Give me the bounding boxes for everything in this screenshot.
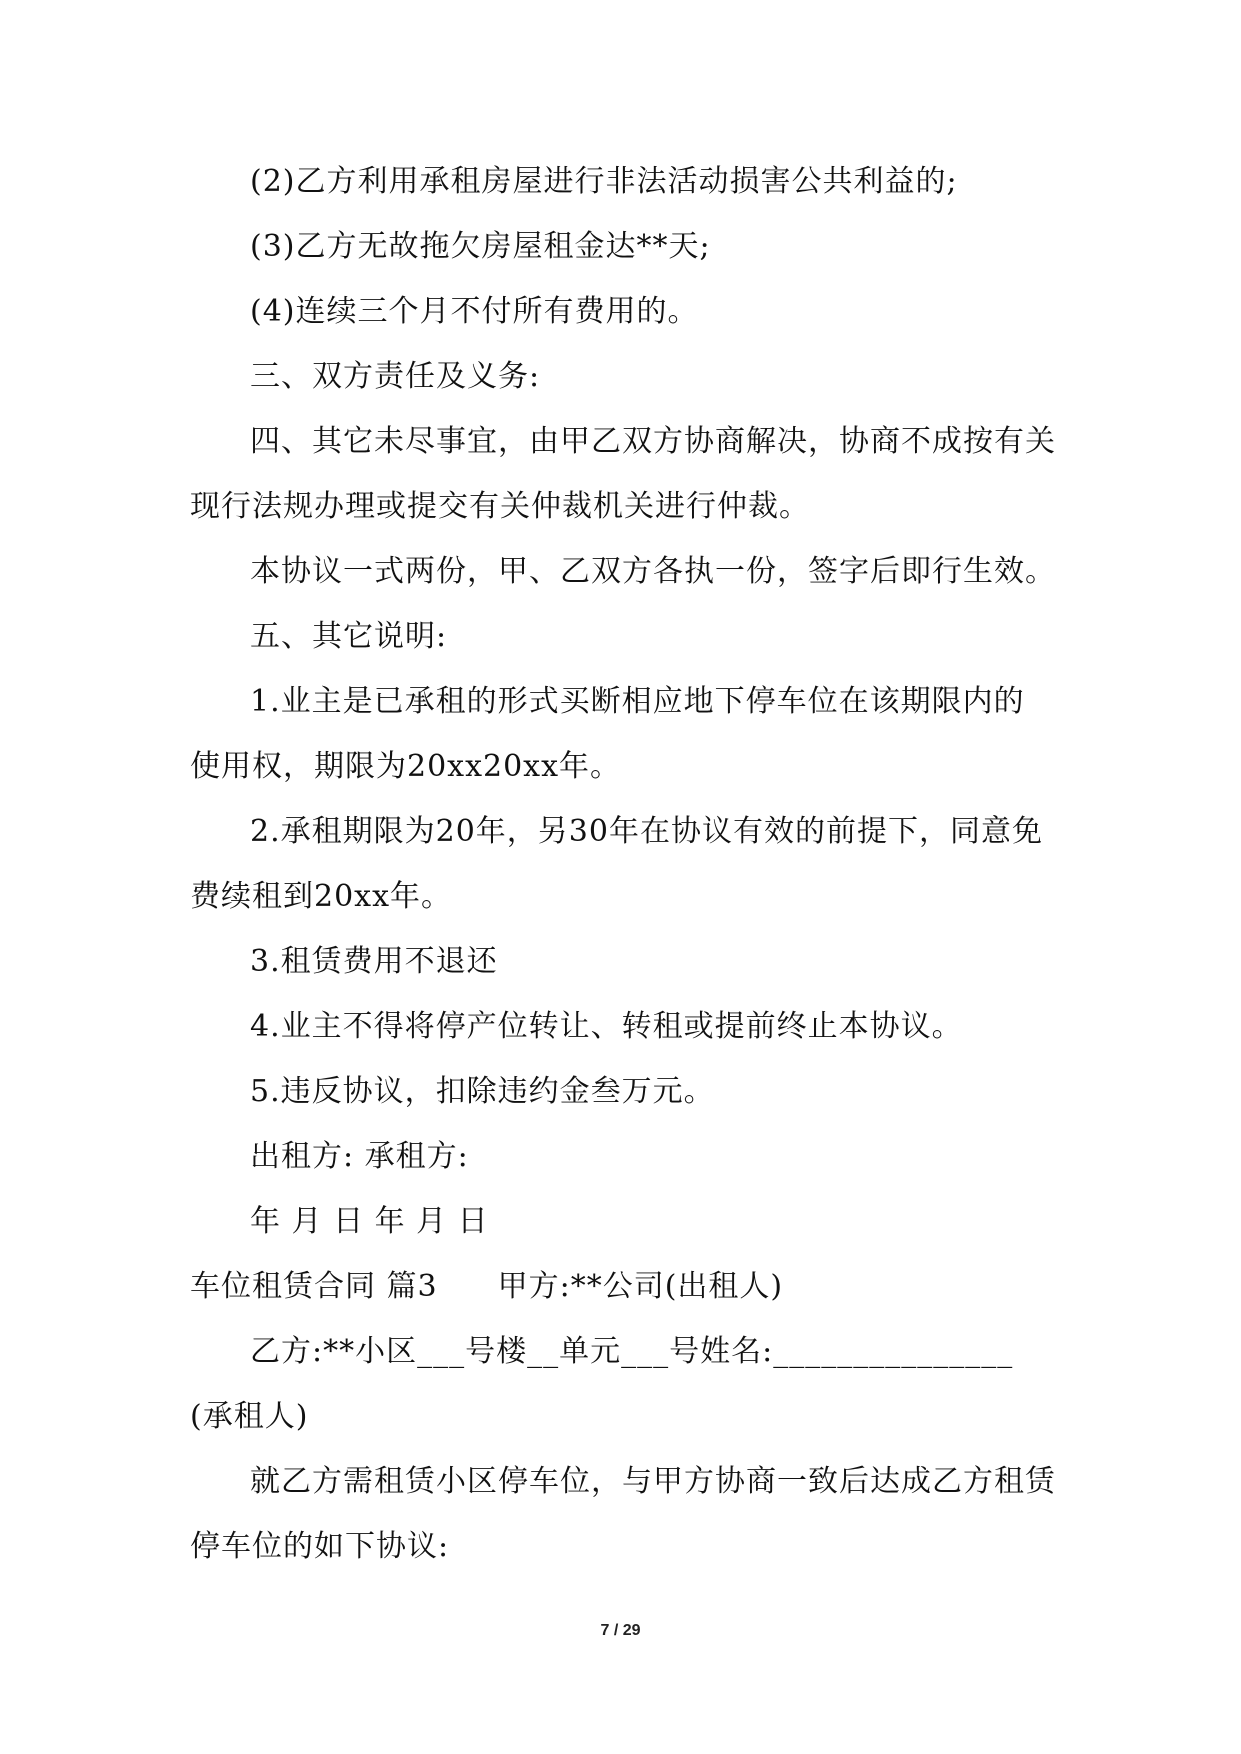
clause-line: (3)乙方无故拖欠房屋租金达**天; (250, 229, 711, 264)
section-heading: 五、其它说明: (250, 619, 448, 654)
list-item-continuation: 费续租到20xx年。 (190, 879, 453, 914)
list-item: 4.业主不得将停产位转让、转租或提前终止本协议。 (250, 1009, 963, 1044)
clause-line: (2)乙方利用承租房屋进行非法活动损害公共利益的; (250, 164, 958, 199)
paragraph-line: 现行法规办理或提交有关仲裁机关进行仲裁。 (190, 489, 810, 524)
party-b-line: 乙方:**小区___号楼__单元___号姓名:_______________ (250, 1334, 1014, 1369)
paragraph-line: 四、其它未尽事宜，由甲乙双方协商解决，协商不成按有关 (250, 424, 1056, 459)
clause-line: (4)连续三个月不付所有费用的。 (250, 294, 699, 329)
section-heading: 三、双方责任及义务: (250, 359, 541, 394)
paragraph-line: 就乙方需租赁小区停车位，与甲方协商一致后达成乙方租赁 (250, 1464, 1056, 1499)
section-title: 车位租赁合同 篇3 (190, 1269, 438, 1304)
list-item: 2.承租期限为20年，另30年在协议有效的前提下，同意免 (250, 814, 1043, 849)
page-number: 7 / 29 (600, 1622, 641, 1639)
list-item: 5.违反协议，扣除违约金叁万元。 (250, 1074, 715, 1109)
paragraph-line: 本协议一式两份，甲、乙双方各执一份，签字后即行生效。 (250, 554, 1056, 589)
signature-labels: 出租方: 承租方: (250, 1139, 469, 1174)
list-item: 1.业主是已承租的形式买断相应地下停车位在该期限内的 (250, 684, 1025, 719)
list-item-continuation: 使用权，期限为20xx20xx年。 (190, 749, 622, 784)
signature-dates: 年 月 日 年 月 日 (250, 1204, 489, 1239)
party-b-role: (承租人) (190, 1399, 309, 1434)
contract-header-line (190, 1267, 783, 1307)
paragraph-line: 停车位的如下协议: (190, 1529, 450, 1564)
party-a: 甲方:**公司(出租人) (497, 1269, 784, 1304)
list-item: 3.租赁费用不退还 (250, 944, 498, 979)
